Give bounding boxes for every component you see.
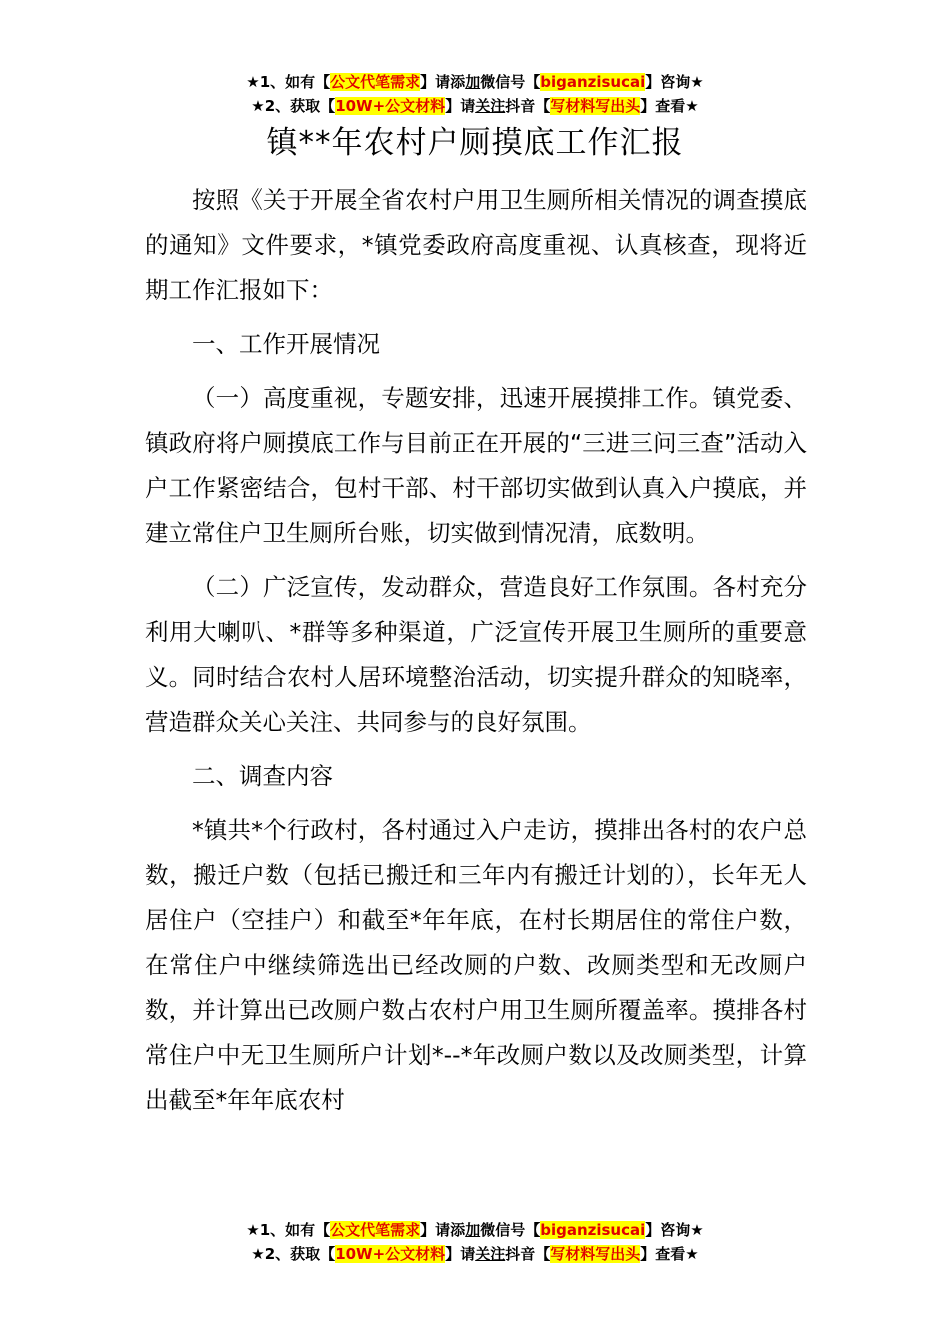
promo-line-2-emph: 关注 [475,97,506,115]
promo-line-1 [0,70,950,94]
promo-highlight-materials: 10W+公文材料 [335,97,446,115]
promo-line-1-pre: ★1、如有【 [246,73,331,91]
promo-line-1-mid2: 微信号【 [480,73,541,91]
paragraph-intro: 按照《关于开展全省农村户用卫生厕所相关情况的调查摸底的通知》文件要求，*镇党委政府高度重视、认真核查，现将近期工作汇报如下： [145,186,807,304]
promo-highlight-douyin: 写材料写出头 [550,1245,641,1263]
paragraph-section-1-1: （一）高度重视，专题安排，迅速开展摸排工作。镇党委、镇政府将户厕摸底工作与目前正在开展的“三进三问三查”活动入户工作紧密结合，包村干部、村干部切实做到认真入户摸底，并建立常住户卫生厕所台账，切实做到情况清，底数明。 [145,384,807,547]
promo-highlight-douyin: 写材料写出头 [550,97,641,115]
promo-line-1-post: 】咨询★ [645,1221,704,1239]
paragraph-section-2: *镇共*个行政村，各村通过入户走访，摸排出各村的农户总数，搬迁户数（包括已搬迁和三年内有搬迁计划的），长年无人居住户（空挂户）和截至*年年底，在村长期居住的常住户数，在常住户中继续筛选出已经改厕的户数、改厕类型和无改厕户数，并计算出已改厕户数占农村户用卫生厕所覆盖率。摸排各村常住户中无卫生厕所户计划*--*年改厕户数以及改厕类型，计算出截至*年年底农村 [145,816,807,1114]
document-title: 镇**年农村户厕摸底工作汇报 [266,125,684,161]
promo-line-2-mid: 】请 [445,1245,476,1263]
promo-line-2-emph: 关注 [475,1245,506,1263]
promo-line-1-mid2: 微信号【 [480,1221,541,1239]
promo-line-2-mid2: 抖音【 [505,97,551,115]
promo-line-1-post: 】咨询★ [645,73,704,91]
promo-line-2-pre: ★2、获取【 [251,97,336,115]
promo-line-2-mid: 】请 [445,97,476,115]
promo-line-1-emph: 加 [465,1221,481,1239]
promo-line-1-mid: 】请添 [420,1221,466,1239]
promo-line-2 [0,94,950,118]
heading-section-1: 一、工作开展情况 [192,330,380,358]
heading-section-2: 二、调查内容 [192,762,333,790]
promo-line-2-post: 】查看★ [640,1245,699,1263]
promo-highlight-wechat-id: biganzisucai [540,1221,646,1239]
promo-line-1-mid: 】请添 [420,73,466,91]
promo-highlight-service: 公文代笔需求 [330,73,421,91]
promo-banner-bottom [0,1218,950,1266]
promo-line-2-pre: ★2、获取【 [251,1245,336,1263]
promo-highlight-wechat-id: biganzisucai [540,73,646,91]
promo-line-2-bottom [0,1242,950,1266]
promo-highlight-service: 公文代笔需求 [330,1221,421,1239]
promo-line-1-emph: 加 [465,73,481,91]
promo-line-2-post: 】查看★ [640,97,699,115]
paragraph-section-1-2: （二）广泛宣传，发动群众，营造良好工作氛围。各村充分利用大喇叭、*群等多种渠道，广泛宣传开展卫生厕所的重要意义。同时结合农村人居环境整治活动，切实提升群众的知晓率，营造群众关心关注、共同参与的良好氛围。 [145,573,807,736]
promo-line-1-pre: ★1、如有【 [246,1221,331,1239]
promo-banner-top [0,70,950,118]
promo-highlight-materials: 10W+公文材料 [335,1245,446,1263]
document-body [145,178,807,1123]
promo-line-1-bottom [0,1218,950,1242]
promo-line-2-mid2: 抖音【 [505,1245,551,1263]
